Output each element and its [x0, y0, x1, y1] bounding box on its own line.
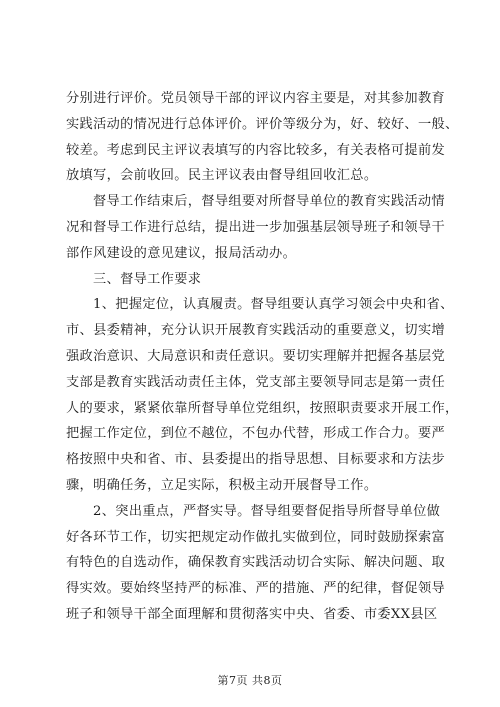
page-number-footer: 第7页 共8页 — [217, 674, 283, 687]
text-line: 得实效。要始终坚持严的标准、严的措施、严的纪律，督促领导 — [66, 581, 446, 597]
paragraph-first-line: 督导工作结束后，督导组要对所督导单位的教育实践活动情 — [93, 194, 445, 210]
text-line: 市、县委精神，充分认识开展教育实践活动的重要意义，切实增 — [66, 323, 446, 339]
text-line: 较差。考虑到民主评议表填写的内容比较多，有关表格可提前发 — [66, 142, 446, 158]
text-line: 班子和领导干部全面理解和贯彻落实中央、省委、市委XX县区 — [66, 606, 438, 622]
text-line: 实践活动的情况进行总体评价。评价等级分为，好、较好、一般、 — [66, 116, 459, 132]
paragraph-first-line: 1、把握定位，认真履责。督导组要认真学习领会中央和省、 — [93, 297, 454, 313]
text-line: 人的要求，紧紧依靠所督导单位党组织，按照职责要求开展工作， — [66, 400, 459, 416]
document-body — [66, 86, 459, 628]
text-line: 好各环节工作，切实把规定动作做扎实做到位，同时鼓励探索富 — [66, 529, 446, 545]
text-line: 况和督导工作进行总结，提出进一步加强基层领导班子和领导干 — [66, 219, 446, 235]
text-line: 支部是教育实践活动责任主体，党支部主要领导同志是第一责任 — [66, 374, 446, 390]
text-line: 把握工作定位，到位不越位，不包办代替，形成工作合力。要严 — [66, 426, 446, 442]
text-line: 有特色的自选动作，确保教育实践活动切合实际、解决问题、取 — [66, 555, 446, 571]
text-line: 强政治意识、大局意识和责任意识。要切实理解并把握各基层党 — [66, 348, 446, 364]
section-heading: 三、督导工作要求 — [93, 271, 202, 287]
text-line: 部作风建设的意见建议，报局活动办。 — [66, 245, 297, 261]
paragraph-first-line: 2、突出重点，严督实导。督导组要督促指导所督导单位做 — [93, 503, 441, 519]
text-line: 格按照中央和省、市、县委提出的指导思想、目标要求和方法步 — [66, 452, 446, 468]
text-line: 分别进行评价。党员领导干部的评议内容主要是，对其参加教育 — [66, 91, 446, 106]
text-line: 放填写，会前收回。民主评议表由督导组回收汇总。 — [66, 168, 378, 184]
text-line: 骤，明确任务，立足实际，积极主动开展督导工作。 — [66, 477, 378, 493]
